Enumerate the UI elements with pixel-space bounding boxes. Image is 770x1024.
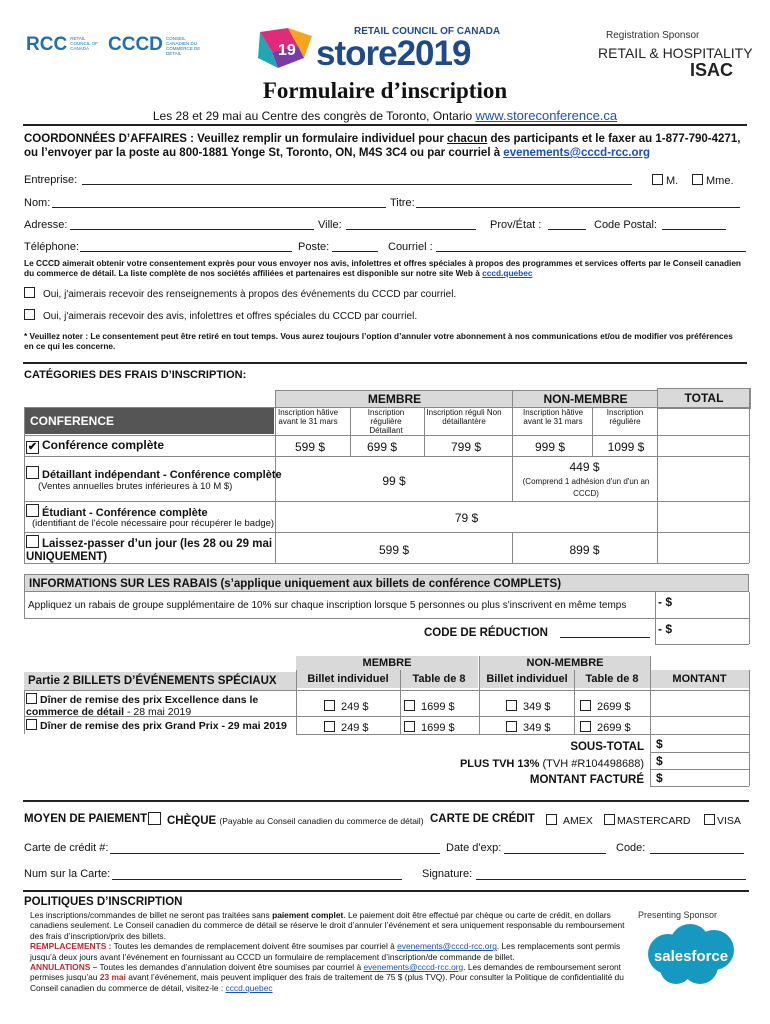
subtitle xyxy=(0,108,770,123)
coord-text xyxy=(24,132,749,160)
cccd-logo-small: CONSEIL CANADIEN DU COMMERCE DE DÉTAIL xyxy=(165,36,201,56)
checkbox-icon xyxy=(506,721,517,732)
tvh-label-bold: PLUS TVH 13% xyxy=(459,758,540,770)
adresse-field[interactable] xyxy=(70,229,314,230)
checkbox-icon xyxy=(26,466,39,479)
checkbox-icon xyxy=(704,814,715,825)
coord-email-link[interactable]: evenements@cccd-rcc.org xyxy=(503,147,651,159)
tvh-number: (TVH #R104498688) xyxy=(542,758,644,770)
nom-label: Nom: xyxy=(24,197,51,209)
fee-row3-label: Étudiant - Conférence complète xyxy=(42,507,208,519)
part2-row1-value-1: 1699 $ xyxy=(421,701,455,713)
titre-field[interactable] xyxy=(416,207,740,208)
fee-row2-nonmember-note: (Comprend 1 adhésion d'un d'un an CCCD) xyxy=(522,477,650,498)
cccd-logo xyxy=(108,34,210,56)
policies-ann-email[interactable]: evenements@cccd-rcc.org xyxy=(363,962,464,973)
rabais-amount-2: - $ xyxy=(658,622,673,636)
divider xyxy=(749,592,750,644)
event-name: store2019 xyxy=(316,34,471,73)
part2-row1-value-2: 349 $ xyxy=(523,701,551,713)
checkbox-icon xyxy=(580,721,591,732)
divider xyxy=(479,656,480,734)
checkbox-icon xyxy=(26,504,39,517)
event-org: RETAIL COUNCIL OF CANADA xyxy=(354,26,501,37)
svg-text:19: 19 xyxy=(278,42,296,59)
code-reduction-label: CODE DE RÉDUCTION xyxy=(424,627,548,639)
policies-p1b: paiement complet xyxy=(272,910,344,920)
coord-text-2: des participants et le faxer au 1-877-790-4271, ou l’envoyer par la poste au 800-1881 Yonge St, Toronto, ON, M4S 3C4 ou par courriel à xyxy=(24,133,741,159)
divider xyxy=(650,752,749,753)
sous-total-label: SOUS-TOTAL xyxy=(570,741,644,753)
divider xyxy=(24,716,749,717)
page-title: Formulaire d’inscription xyxy=(262,78,508,103)
consent-text xyxy=(24,258,748,278)
divider xyxy=(574,670,575,734)
store-logo-icon xyxy=(258,28,314,70)
poste-label: Poste: xyxy=(298,241,330,253)
divider xyxy=(24,592,25,618)
consent-option-1[interactable] xyxy=(24,287,456,300)
checkbox-icon xyxy=(546,814,557,825)
m-label: M. xyxy=(666,175,679,187)
divider xyxy=(650,786,749,787)
divider xyxy=(23,800,749,802)
divider xyxy=(24,618,749,619)
part2-row2-value-2: 349 $ xyxy=(523,722,551,734)
fee-row-conference-complete[interactable] xyxy=(26,438,164,454)
mme-label: Mme. xyxy=(706,175,734,187)
part2-row2-value-1: 1699 $ xyxy=(421,722,455,734)
divider xyxy=(749,670,750,786)
cccd-logo-text: CCCD xyxy=(108,34,163,55)
part2-row2-value-0: 249 $ xyxy=(341,722,369,734)
tvh-dollar: $ xyxy=(656,754,663,768)
part2-row2-billet-m[interactable] xyxy=(324,721,369,734)
sous-total-dollar: $ xyxy=(656,737,663,751)
fee-row2-nonmember: 449 $ xyxy=(569,460,600,474)
consent-link[interactable]: cccd.quebec xyxy=(482,268,533,278)
title-mme-option[interactable] xyxy=(692,174,734,187)
fees-membre-header: MEMBRE xyxy=(275,390,514,408)
divider xyxy=(650,656,651,786)
part2-montant: MONTANT xyxy=(650,670,749,688)
fee-row3-value: 79 $ xyxy=(454,511,479,525)
fee-row1-value-4: 1099 $ xyxy=(607,440,645,454)
checked-checkbox-icon: ✔ xyxy=(27,441,38,453)
fees-section-title: CATÉGORIES DES FRAIS D’INSCRIPTION: xyxy=(24,369,247,381)
part2-row1-table-nm[interactable] xyxy=(580,700,631,713)
divider xyxy=(655,644,749,645)
checkbox-icon xyxy=(324,700,335,711)
divider xyxy=(23,890,749,892)
divider xyxy=(24,532,749,533)
divider xyxy=(400,670,401,734)
divider xyxy=(749,388,750,563)
website-link[interactable]: www.storeconference.ca xyxy=(475,108,618,123)
code-postal-label: Code Postal: xyxy=(594,219,657,231)
fee-row4-label: Laissez-passer d’un jour (les 28 ou 29 mai UNIQUEMENT) xyxy=(26,538,273,563)
cvv-code-label: Code: xyxy=(616,842,646,854)
signature-field[interactable] xyxy=(476,879,746,880)
fee-row-independent[interactable] xyxy=(26,466,282,481)
policies-ann-a: Toutes les demandes d’annulation doivent être soumises par courriel à xyxy=(97,962,364,973)
montant-facture-label: MONTANT FACTURÉ xyxy=(529,774,644,786)
part2-row2-table-m[interactable] xyxy=(404,721,455,734)
divider xyxy=(24,690,25,734)
mastercard-label: MASTERCARD xyxy=(617,815,691,827)
part2-table-1: Table de 8 xyxy=(400,670,478,688)
policies-ann-link[interactable]: cccd.quebec xyxy=(225,982,273,993)
credit-card-label: CARTE DE CRÉDIT xyxy=(430,813,535,825)
salesforce-logo-text: salesforce xyxy=(653,948,729,965)
divider xyxy=(24,456,749,457)
policies-ann-c: avant l’événement, mais peuvent impliquer des frais de traitement de 75 $ (plus TVQ). Pour consulter la Politique de confidentialité du Conseil canadien du commerce de détail, visitez-le : xyxy=(30,972,624,993)
exp-date-label: Date d'exp: xyxy=(446,842,502,854)
checkbox-icon xyxy=(404,700,415,711)
tvh-label xyxy=(400,758,644,770)
cvv-code-field[interactable] xyxy=(650,853,744,854)
titre-label: Titre: xyxy=(390,197,415,209)
checkbox-icon xyxy=(580,700,591,711)
fees-col3: Inscription réguli Non détaillantère xyxy=(426,408,502,426)
fee-row1-label: Conférence complète xyxy=(42,438,165,452)
card-name-label: Num sur la Carte: xyxy=(24,868,111,880)
checkbox-icon xyxy=(604,814,615,825)
card-number-field[interactable] xyxy=(110,853,440,854)
sponsor-name: RETAIL & HOSPITALITY xyxy=(598,45,753,61)
part2-row1-billet-m[interactable] xyxy=(324,700,369,713)
exp-date-field[interactable] xyxy=(504,853,606,854)
checkbox-icon xyxy=(148,812,161,825)
rabais-amount-1: - $ xyxy=(658,595,673,609)
code-postal-field[interactable] xyxy=(662,229,726,230)
subtitle-text: Les 28 et 29 mai au Centre des congrès de Toronto, Ontario xyxy=(152,109,473,123)
fee-row2-sub: (Ventes annuelles brutes inférieures à 10 M $) xyxy=(38,481,233,492)
fees-nonmembre-header: NON-MEMBRE xyxy=(512,390,659,408)
fees-col5: Inscription régulière xyxy=(606,408,644,426)
divider xyxy=(24,690,749,691)
policies-remp-b: . Les remplacements sont permis jusqu’à deux jours avant l’événement en fournissant au CCCD un formulaire de remplacement d’inscription/de commande de billet. xyxy=(30,941,621,962)
part2-row2-billet-nm[interactable] xyxy=(506,721,551,734)
checkbox-icon xyxy=(26,693,37,704)
rabais-text: Appliquez un rabais de groupe supplémentaire de 10% sur chaque inscription lorsque 5 personnes ou plus s'inscrivent en même temps xyxy=(28,600,627,611)
policies-ann-b: . Les demandes de remboursement seront permises jusqu’au xyxy=(30,962,622,983)
policies-title: POLITIQUES D’INSCRIPTION xyxy=(24,896,183,908)
checkbox-icon xyxy=(692,174,703,185)
card-name-field[interactable] xyxy=(112,879,402,880)
rcc-logo-small: RETAIL COUNCIL OF CANADA xyxy=(70,36,98,51)
policies-p1c: . Le paiement doit être effectué par chèque ou carte de crédit, en dollars canadiens seulement. Le Conseil canadien du commerce de détail se réserve le droit d’annuler l’événement et sera uniquement responsable du remboursement des frais d’inscription/prix des billets. xyxy=(30,910,625,941)
divider xyxy=(296,734,749,735)
part2-row1-billet-nm[interactable] xyxy=(506,700,551,713)
cheque-label: CHÈQUE xyxy=(167,815,217,827)
divider xyxy=(23,362,747,364)
fee-row1-value-2: 799 $ xyxy=(450,440,482,454)
checkbox-icon xyxy=(24,309,35,320)
fee-row4-member: 599 $ xyxy=(378,543,410,557)
divider xyxy=(24,563,749,564)
entreprise-label: Entreprise: xyxy=(24,174,78,186)
divider xyxy=(24,501,749,502)
telephone-field[interactable] xyxy=(80,251,292,252)
amex-option[interactable] xyxy=(546,814,593,827)
part2-nonmembre-header: NON-MEMBRE xyxy=(480,656,650,670)
courriel-label: Courriel : xyxy=(388,241,433,253)
part2-billet-2: Billet individuel xyxy=(480,670,574,688)
part2-row2-value-3: 2699 $ xyxy=(597,722,631,734)
fees-total-header: TOTAL xyxy=(657,388,751,409)
amex-label: AMEX xyxy=(563,815,593,827)
fee-row1-value-3: 999 $ xyxy=(534,440,566,454)
ville-field[interactable] xyxy=(346,229,476,230)
part2-row1-label: Dîner de remise des prix Excellence dans le commerce de détail xyxy=(26,694,259,718)
divider xyxy=(512,532,513,563)
policies-p1a: Les inscriptions/commandes de billet ne seront pas traitées sans xyxy=(30,910,273,920)
part2-title: Partie 2 BILLETS D’ÉVÉNEMENTS SPÉCIAUX xyxy=(24,672,296,690)
visa-label: VISA xyxy=(717,815,741,827)
fee-row4-nonmember: 899 $ xyxy=(569,543,600,557)
poste-field[interactable] xyxy=(332,251,378,252)
fee-row2-member: 99 $ xyxy=(382,474,406,488)
prov-label: Prov/État : xyxy=(490,219,542,231)
part2-row1-date: - 28 mai 2019 xyxy=(124,706,192,718)
part2-row2-table-nm[interactable] xyxy=(580,721,631,734)
prov-field[interactable] xyxy=(548,229,586,230)
courriel-field[interactable] xyxy=(436,251,746,252)
part2-row2-label: Dîner de remise des prix Grand Prix - 29 mai 2019 xyxy=(40,720,287,732)
rcc-logo xyxy=(26,34,102,56)
consent-option-2[interactable] xyxy=(24,309,417,322)
telephone-label: Téléphone: xyxy=(24,241,80,253)
divider xyxy=(592,407,593,457)
coord-text-1: COORDONNÉES D’AFFAIRES : Veuillez remplir un formulaire individuel pour xyxy=(24,133,448,145)
presenting-sponsor-label: Presenting Sponsor xyxy=(638,910,718,920)
mastercard-option[interactable] xyxy=(604,814,691,827)
consent-body: Le CCCD aimerait obtenir votre consentement exprès pour vous envoyer nos avis, infolettres et offres spéciales à propos des programmes et services offerts par le Conseil canadien du commerce de détail. La liste complète de nos sociétés affiliées et partenaires est disponible sur notre site Web à xyxy=(24,258,741,278)
nom-field[interactable] xyxy=(52,207,386,208)
divider xyxy=(350,407,351,457)
consent-note: * Veuillez noter : Le consentement peut être retiré en tout temps. Vous aurez toujours l’option d’annuler votre abonnement à nos communications et/ou de modifier vos préférences en ce qui les concerne. xyxy=(24,331,733,351)
checkbox-icon xyxy=(652,174,663,185)
policies-remp-email[interactable]: evenements@cccd-rcc.org xyxy=(397,941,497,952)
fee-row-day-pass[interactable] xyxy=(26,535,274,564)
rcc-logo-text: RCC xyxy=(26,34,68,55)
entreprise-field[interactable] xyxy=(82,184,632,185)
visa-option[interactable] xyxy=(704,814,741,827)
checkbox-icon xyxy=(404,721,415,732)
montant-facture-dollar: $ xyxy=(656,771,663,785)
fee-row1-value-0: 599 $ xyxy=(294,440,326,454)
consent-opt1-label: Oui, j'aimerais recevoir des renseignements à propos des événements du CCCD par courriel. xyxy=(43,289,457,300)
part2-row1-table-m[interactable] xyxy=(404,700,455,713)
policies-remp-label: REMPLACEMENTS : xyxy=(30,941,112,952)
part2-membre-header: MEMBRE xyxy=(296,656,478,670)
policies-ann-date: 23 mai xyxy=(99,972,126,983)
fee-row1-value-1: 699 $ xyxy=(366,440,398,454)
part2-row1-value-3: 2699 $ xyxy=(597,701,631,713)
divider xyxy=(512,390,513,501)
signature-label: Signature: xyxy=(422,868,473,880)
sponsor-label: Registration Sponsor xyxy=(606,30,700,41)
divider xyxy=(275,390,276,563)
cheque-option[interactable] xyxy=(148,812,424,827)
fee-row-student[interactable] xyxy=(26,504,208,519)
policies-text xyxy=(30,910,628,993)
fee-row3-sub: (identifiant de l'école nécessaire pour récupérer le badge) xyxy=(32,518,275,529)
divider xyxy=(24,407,749,408)
rabais-title: INFORMATIONS SUR LES RABAIS (s’applique uniquement aux billets de conférence COMPLETS) xyxy=(24,574,749,592)
sponsor-isac: ISAC xyxy=(690,60,734,80)
fees-col4: Inscription hâtive avant le 31 mars xyxy=(522,408,584,426)
cheque-note: (Payable au Conseil canadien du commerce de détail) xyxy=(219,816,424,826)
adresse-label: Adresse: xyxy=(24,219,68,231)
checkbox-icon xyxy=(26,535,39,548)
divider xyxy=(296,670,297,734)
conference-header: CONFERENCE xyxy=(24,408,274,434)
part2-row1[interactable] xyxy=(26,693,294,718)
card-number-label: Carte de crédit #: xyxy=(24,842,109,854)
payment-method-label: MOYEN DE PAIEMENT xyxy=(24,813,148,825)
divider xyxy=(424,407,425,457)
checkbox-icon xyxy=(24,287,35,298)
divider xyxy=(650,769,749,770)
part2-row2[interactable] xyxy=(26,719,287,732)
ville-label: Ville: xyxy=(318,219,342,231)
consent-opt2-label: Oui, j'aimerais recevoir des avis, infolettres et offres spéciales du CCCD par courriel. xyxy=(43,311,418,322)
part2-row1-value-0: 249 $ xyxy=(341,701,369,713)
checkbox-icon xyxy=(324,721,335,732)
part2-billet-1: Billet individuel xyxy=(296,670,400,688)
fees-col2: Inscription régulière Détaillant xyxy=(367,408,405,435)
code-reduction-field[interactable] xyxy=(560,637,650,638)
title-m-option[interactable] xyxy=(652,174,678,187)
divider xyxy=(23,124,747,126)
checkbox-icon xyxy=(26,719,37,730)
part2-table-2: Table de 8 xyxy=(574,670,650,688)
coord-chacun: chacun xyxy=(447,133,488,145)
fees-col1: Inscription hâtive avant le 31 mars xyxy=(277,408,339,426)
checkbox-icon xyxy=(506,700,517,711)
fee-row2-label: Détaillant indépendant - Conférence complète xyxy=(42,469,282,481)
divider xyxy=(24,407,25,563)
divider xyxy=(24,435,749,436)
divider xyxy=(657,390,658,563)
policies-ann-label: ANNULATIONS – xyxy=(30,962,98,973)
policies-remp-a: Toutes les demandes de remplacement doivent être soumises par courriel à xyxy=(111,941,398,952)
